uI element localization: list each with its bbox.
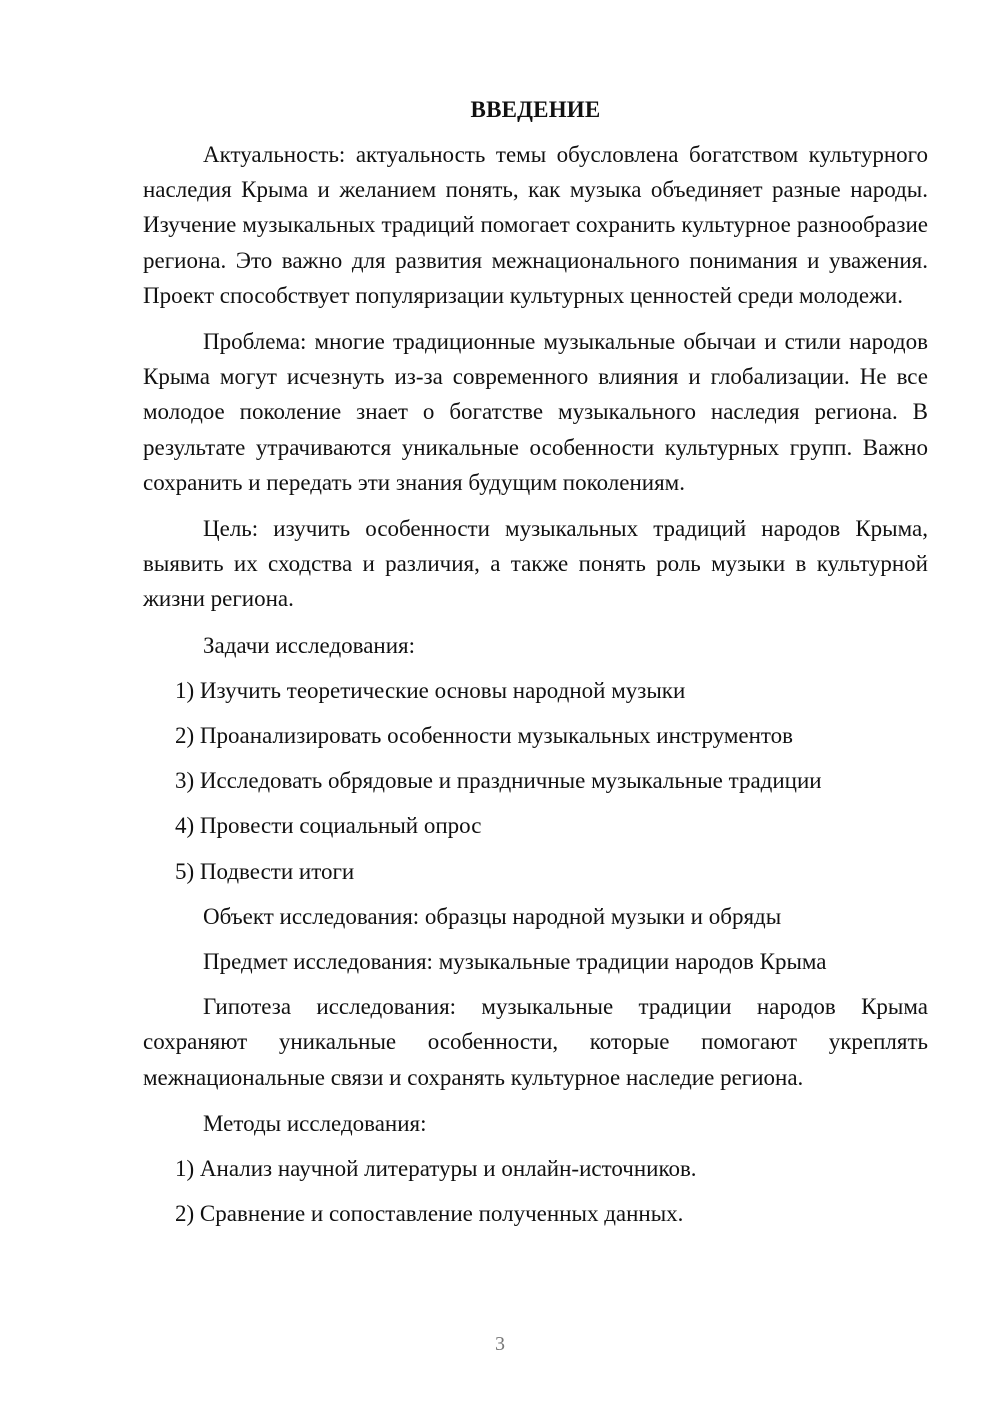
page-body: [143, 92, 928, 1241]
hypothesis-paragraph: Гипотеза исследования: музыкальные традиции народов Крыма сохраняют уникальные особенности, которые помогают укреплять межнациональные связи и сохранять культурное наследие региона.: [143, 994, 928, 1090]
relevance-paragraph: Актуальность: актуальность темы обусловлена богатством культурного наследия Крыма и желанием понять, как музыка объединяет разные народы. Изучение музыкальных традиций помогает сохранить культурное разнообразие региона. Это важно для развития межнационального понимания и уважения. Проект способствует популяризации культурных ценностей среди молодежи.: [143, 142, 928, 308]
page-number: 3: [495, 1333, 505, 1355]
tasks-title: Задачи исследования:: [203, 632, 416, 658]
problem-paragraph: Проблема: многие традиционные музыкальные обычаи и стили народов Крыма могут исчезнуть из-за современного влияния и глобализации. Не все молодое поколение знает о богатстве музыкального наследия региона. В результате утрачиваются уникальные особенности культурных групп. Важно сохранить и передать эти знания будущим поколениям.: [143, 329, 928, 495]
task-item: 4) Провести социальный опрос: [175, 813, 482, 839]
section-heading: ВВЕДЕНИЕ: [470, 97, 601, 122]
task-item: 2) Проанализировать особенности музыкальных инструментов: [175, 723, 794, 749]
methods-title: Методы исследования:: [203, 1110, 427, 1136]
task-item: 1) Изучить теоретические основы народной музыки: [175, 677, 686, 703]
goal-paragraph: Цель: изучить особенности музыкальных традиций народов Крыма, выявить их сходства и различия, а также понять роль музыки в культурной жизни региона.: [143, 516, 928, 612]
method-item: 2) Сравнение и сопоставление полученных данных.: [175, 1201, 684, 1227]
method-item: 1) Анализ научной литературы и онлайн-источников.: [175, 1156, 697, 1182]
research-subject: Предмет исследования: музыкальные традиции народов Крыма: [203, 949, 827, 975]
task-item: 3) Исследовать обрядовые и праздничные музыкальные традиции: [175, 768, 822, 794]
task-item: 5) Подвести итоги: [175, 858, 355, 884]
research-object: Объект исследования: образцы народной музыки и обряды: [203, 903, 782, 929]
